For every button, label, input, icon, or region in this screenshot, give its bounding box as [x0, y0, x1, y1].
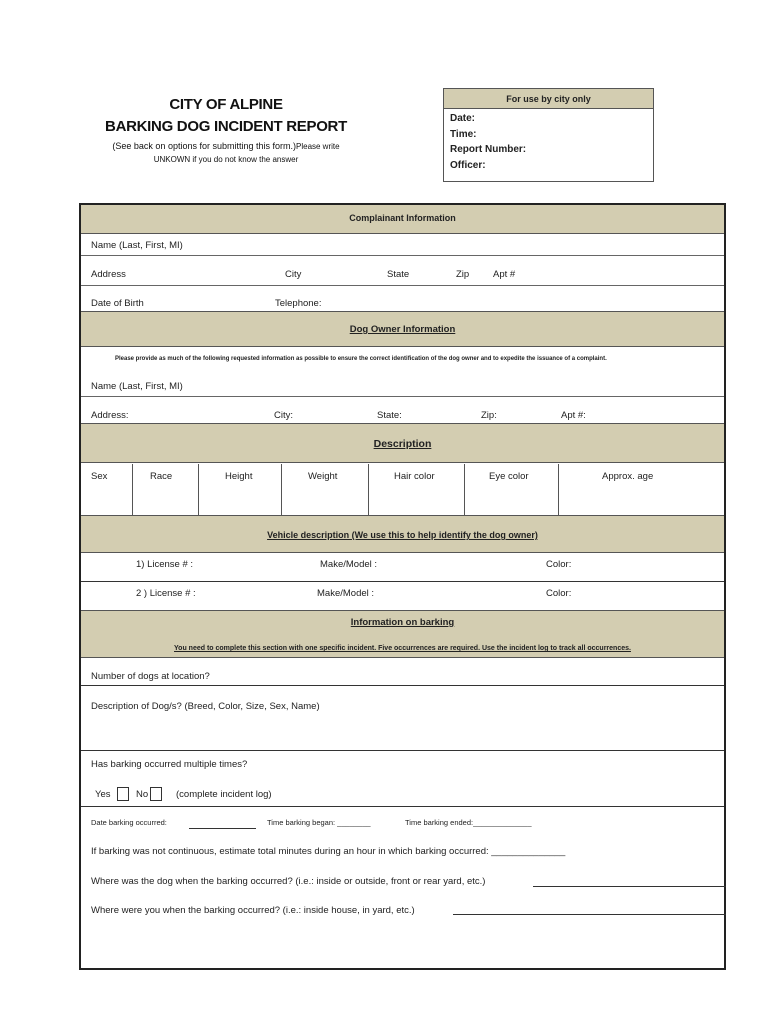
description-height-field[interactable]: Height — [225, 471, 253, 482]
report-city-title: CITY OF ALPINE — [169, 96, 283, 113]
where-you-input[interactable] — [453, 914, 726, 915]
complainant-telephone-field[interactable]: Telephone: — [275, 298, 322, 309]
city-officer-field[interactable]: Officer: — [450, 159, 486, 171]
barking-instruction: You need to complete this section with one specific incident. Five occurrences are required. Use the incident log to track all occurrences. — [174, 645, 631, 652]
vehicle2-make-model-field[interactable]: Make/Model : — [317, 588, 375, 599]
yes-label: Yes — [95, 789, 111, 800]
no-checkbox[interactable] — [150, 787, 162, 801]
number-of-dogs-field[interactable]: Number of dogs at location? — [91, 671, 210, 682]
description-eye-color-field[interactable]: Eye color — [489, 471, 529, 482]
vehicle1-make-model-field[interactable]: Make/Model : — [320, 559, 378, 570]
no-label: No — [136, 789, 149, 800]
vehicle1-license-field[interactable]: 1) License # : — [136, 559, 194, 570]
complainant-state-field[interactable]: State — [387, 269, 410, 280]
city-use-box — [443, 88, 654, 182]
subtitle-part1: (See back on options for submitting this form.) — [112, 141, 296, 151]
dog-description-field[interactable]: Description of Dog/s? (Breed, Color, Size, Sex, Name) — [91, 701, 320, 712]
vehicle2-color-field[interactable]: Color: — [546, 588, 572, 599]
incident-form — [79, 203, 726, 970]
barking-heading-band — [81, 610, 724, 658]
complainant-dob-field[interactable]: Date of Birth — [91, 298, 144, 309]
owner-state-field[interactable]: State: — [377, 410, 402, 421]
report-title: BARKING DOG INCIDENT REPORT — [105, 118, 347, 135]
time-barking-ended-field[interactable]: Time barking ended:______________ — [405, 818, 532, 827]
barking-heading: Information on barking — [350, 617, 455, 628]
subtitle-part2: Please write — [296, 142, 340, 151]
vehicle1-color-field[interactable]: Color: — [546, 559, 572, 570]
complainant-heading: Complainant Information — [81, 205, 724, 234]
owner-city-field[interactable]: City: — [274, 410, 293, 421]
complainant-zip-field[interactable]: Zip — [456, 269, 470, 280]
owner-heading-text: Dog Owner Information — [349, 324, 456, 335]
description-weight-field[interactable]: Weight — [308, 471, 338, 482]
vehicle-heading — [81, 515, 724, 553]
yes-checkbox[interactable] — [117, 787, 129, 801]
description-heading-text: Description — [373, 438, 432, 450]
multiple-times-question: Has barking occurred multiple times? — [91, 759, 248, 770]
description-heading — [81, 423, 724, 463]
owner-address-field[interactable]: Address: — [91, 410, 129, 421]
vehicle2-license-field[interactable]: 2 ) License # : — [136, 588, 196, 599]
city-date-field[interactable]: Date: — [450, 113, 476, 124]
vehicle-heading-text: Vehicle description (We use this to help identify the dog owner) — [267, 530, 538, 540]
city-time-field[interactable]: Time: — [450, 128, 477, 140]
time-barking-began-field[interactable]: Time barking began: ________ — [267, 818, 371, 827]
date-barking-occurred-label: Date barking occurred: — [91, 818, 167, 827]
where-dog-field[interactable]: Where was the dog when the barking occurred? (i.e.: inside or outside, front or rear yard, etc.) — [91, 876, 486, 887]
where-dog-input[interactable] — [533, 886, 726, 887]
complainant-address-field[interactable]: Address — [91, 269, 126, 280]
incident-log-note: (complete incident log) — [176, 789, 272, 800]
subtitle-line2: UNKOWN if you do not know the answer — [153, 155, 299, 164]
owner-note: Please provide as much of the following requested information as possible to ensure the correct identification of the dog owner and to expedite the issuance of a complaint. — [115, 356, 607, 362]
owner-apt-field[interactable]: Apt #: — [561, 410, 586, 421]
owner-zip-field[interactable]: Zip: — [481, 410, 497, 421]
date-barking-occurred-input[interactable] — [189, 828, 256, 829]
city-use-heading: For use by city only — [444, 89, 653, 109]
complainant-apt-field[interactable]: Apt # — [493, 269, 516, 280]
description-race-field[interactable]: Race — [150, 471, 173, 482]
estimate-minutes-field[interactable]: If barking was not continuous, estimate total minutes during an hour in which barking occurred: ______________ — [91, 846, 566, 857]
report-subtitle — [96, 140, 356, 166]
city-report-number-field[interactable]: Report Number: — [450, 144, 527, 155]
complainant-name-field[interactable]: Name (Last, First, MI) — [91, 240, 183, 251]
description-approx-age-field[interactable]: Approx. age — [602, 471, 654, 482]
description-hair-color-field[interactable]: Hair color — [394, 471, 435, 482]
owner-name-field[interactable]: Name (Last, First, MI) — [91, 381, 183, 392]
complainant-city-field[interactable]: City — [285, 269, 302, 280]
description-sex-field[interactable]: Sex — [91, 471, 108, 482]
owner-heading — [81, 311, 724, 347]
where-you-field[interactable]: Where were you when the barking occurred? (i.e.: inside house, in yard, etc.) — [91, 905, 415, 916]
